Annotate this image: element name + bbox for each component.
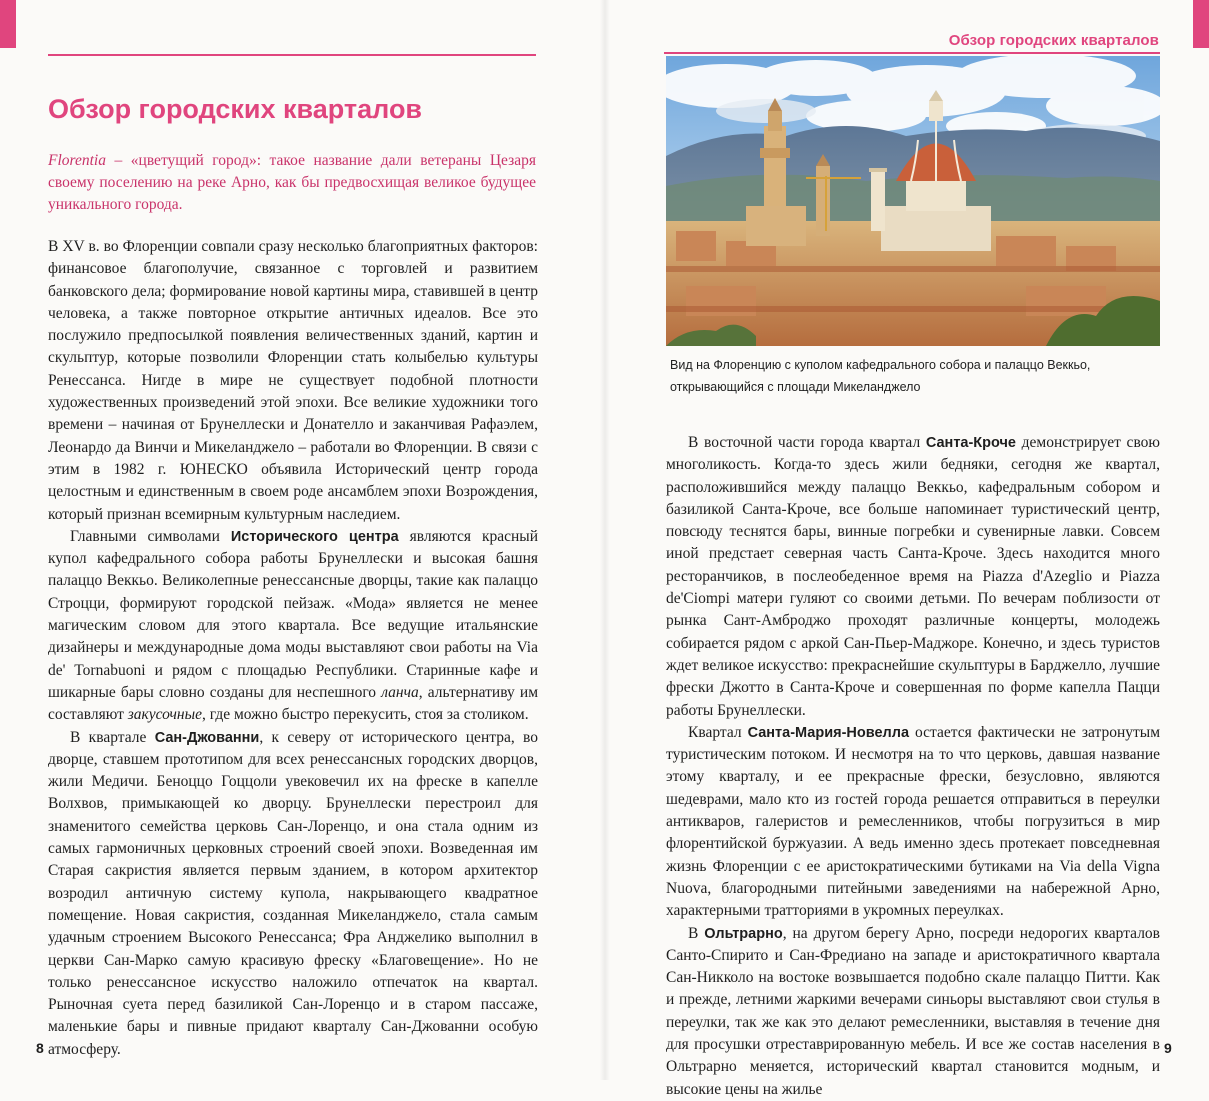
paragraph-text: , альтернативу им составляют (48, 683, 538, 724)
paragraph-text: являются красный купол кафедрального собора работы Брунеллески и высокая башня палаццо Веккьо. Великолепные ренессансные дворцы, такие как палаццо Строцци, формируют городской пейзаж. «Мода» является не менее магическим словом для этого квартала. Все ведущие итальянские дизайнеры и международные дома моды выставляют свои работы на Via de' Tornabuoni и рядом с площадью Республики. Старинные кафе и шикарные бары словно созданы для неспешного (48, 527, 538, 701)
page-title: Обзор городских кварталов (48, 94, 423, 124)
florence-panorama-photo (666, 56, 1160, 346)
paragraph-text: В восточной части города квартал (688, 434, 926, 451)
paragraph-text: В (688, 924, 705, 942)
right-edge-tab (1193, 0, 1209, 48)
right-body-text (666, 432, 1160, 1101)
right-page (604, 0, 1209, 1098)
paragraph-text: Главными символами (70, 527, 231, 545)
district-name: Ольтрарно (704, 925, 783, 942)
lead-paragraph (48, 150, 536, 216)
italic-term: ланча (381, 683, 419, 701)
right-header-rule (664, 52, 1160, 54)
paragraph-text: В XV в. во Флоренции совпали сразу несколько благоприятных факторов: финансовое благополучие, связанное с торговлей и развитием банковского дела; формирование новой картины мира, ставившей в центр человека, а также повторное открытие античных идеалов. Все это послужило предпосылкой появления величественных зданий, картин и скульптур, которые позволили Флоренции стать колыбелью культуры Ренессанса. Нигде в мире не существует подобной плотности художественных произведений этой эпохи. Все великие художники того времени – начиная от Брунеллески и Донателло и заканчивая Рафаэлем, Леонардо да Винчи и Микеланджело – работали во Флоренции. В связи с этим в 1982 г. ЮНЕСКО объявила Исторический центр города целостным и единственным в своем роде ансамблем эпохи Возрождения, который признан всемирным культурным наследием. (48, 238, 538, 523)
body-paragraph (48, 727, 538, 1061)
paragraph-text: , к северу от исторического центра, во дворце, ставшем прототипом для всех ренессансных городских дворцов, жили Медичи. Беноццо Гоццоли увековечил их на фреске в капелле Волхвов, примыкающей ко дворцу. Брунеллески перестроил для знаменитого семейства церковь Сан-Лоренцо, и она стала одним из самых гармоничных церковных строений своей эпохи. Возведенная им Старая сакристия является первым зданием, в котором архитектор возродил античную систему купола, накрывающего квадратное помещение. Новая сакристия, созданная Микеланджело, стала самым удачным строением Высокого Ренессанса; Фра Анджелико выполнил в церкви Сан-Марко самую красивую фреску «Благовещение». Но не только ренессансное искусство наложило отпечаток на квартал. Рыночная суета перед базиликой Сан-Лоренцо и в старом пассаже, маленькие бары и пивные придают кварталу Сан-Джованни особую атмосферу. (48, 728, 538, 1058)
photo-caption: Вид на Флоренцию с куполом кафедрального собора и палаццо Веккьо, открывающийся с площади Микеланджело (670, 358, 1091, 394)
lead-text: – «цветущий город»: такое название дали ветераны Цезаря своему поселению на реке Арно, как бы предвосхищая великое будущее уникального города. (48, 152, 536, 213)
paragraph-text: , где можно быстро перекусить, стоя за столиком. (201, 706, 529, 724)
body-paragraph (666, 722, 1160, 923)
running-head: Обзор городских кварталов (948, 32, 1159, 49)
paragraph-text: , на другом берегу Арно, посреди недорогих кварталов Санто-Спирито и Сан-Фредиано на западе и аристократичного квартала Сан-Никколо на востоке возвышается подобно скале палаццо Питти. Как и прежде, летними жаркими вечерами синьоры выставляют свои стулья в переулки, так же как это делают ремесленники, выставляя в течение дня для просушки отреставрированную мебель. И все же состав населения в Ольтрарно меняется, исторический квартал становится модным, и высокие цены на жилье (666, 924, 1160, 1098)
paragraph-text: демонстрирует свою многоликость. Когда-то здесь жили бедняки, сегодня же квартал, расположившийся между палаццо Веккьо, кафедральным собором и базиликой Санта-Кроче, все больше напоминает туристический центр, повсюду теснятся бары, винные погребки и сувенирные лавки. Совсем иной предстает северная часть Санта-Кроче. Здесь находится много ресторанчиков, в послеобеденное время на Piazza d'Azeglio и Piazza de'Ciompi матери гуляют со своими детьми. По вечерам поблизости от рынка Сант-Амброджо проходят различные концерты, молодежь собирается рядом с аркой Сан-Пьер-Маджоре. Конечно, и здесь туристов ждет великое искусство: прекраснейшие скульптуры в Барджелло, лучшие фрески Джотто в Санта-Кроче и совершенная по форме капелла Пацци работы Брунеллески. (666, 434, 1160, 719)
paragraph-text: Квартал (688, 723, 748, 741)
body-paragraph (48, 526, 538, 727)
district-name: Санта-Кроче (925, 435, 1016, 451)
left-page (0, 0, 604, 1080)
district-name: Сан-Джованни (154, 729, 260, 746)
district-name: Исторического центра (230, 528, 399, 545)
left-header-rule (48, 54, 536, 56)
lead-latin-word: Florentia (48, 152, 106, 169)
paragraph-text: В квартале (70, 728, 155, 746)
body-paragraph (48, 236, 538, 526)
body-paragraph (666, 432, 1160, 722)
page-number-left: 8 (36, 1040, 44, 1056)
page-number-right: 9 (1164, 1040, 1172, 1056)
paragraph-text: остается фактически не затронутым туристическим потоком. И несмотря на то что церковь, давшая название этому кварталу, и ее прекрасные фрески, безусловно, являются шедеврами, мало кто из гостей города решается отправиться в переулки антикваров, галеристов и ремесленников, чтобы погрузиться в мир флорентийской буржуазии. А ведь именно здесь протекает повседневная жизнь Флоренции с ее аристократическими бутиками на Via della Vigna Nuova, благородными питейными заведениями на набережной Арно, характерными тратториями в укромных переулках. (666, 723, 1161, 920)
italic-term: закусочные (127, 706, 202, 724)
left-body-text (48, 236, 538, 1061)
district-name: Санта-Мария-Новелла (747, 724, 910, 741)
left-edge-tab (0, 0, 16, 48)
body-paragraph (666, 923, 1160, 1101)
